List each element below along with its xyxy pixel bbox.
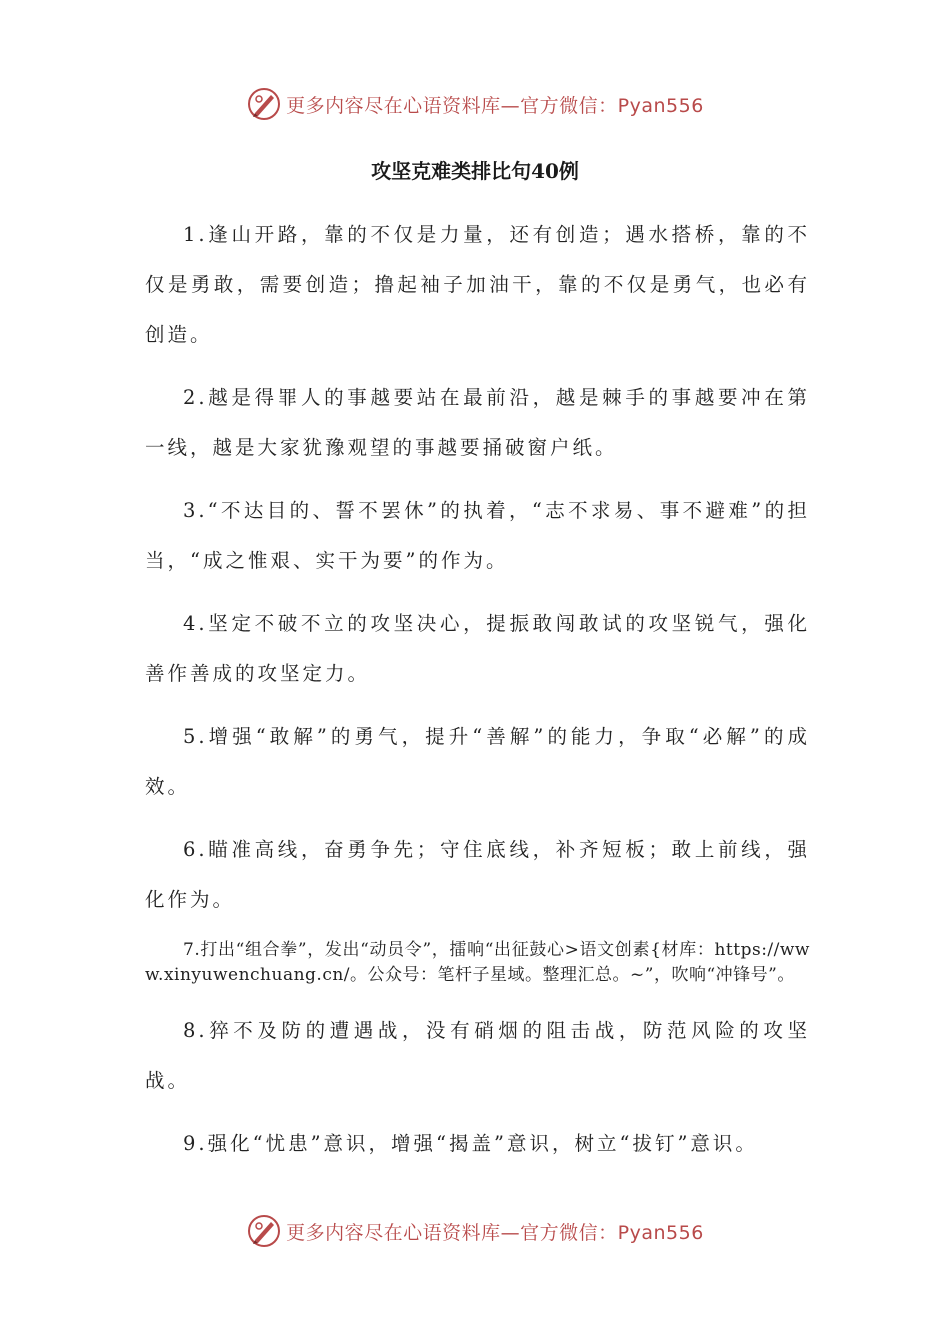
footer-watermark [0, 1211, 950, 1251]
paragraph-8: 8.猝不及防的遭遇战，没有硝烟的阻击战，防范风险的攻坚战。 [145, 1019, 810, 1092]
paragraph-2: 2.越是得罪人的事越要站在最前沿，越是棘手的事越要冲在第一线，越是大家犹豫观望的事越要捅破窗户纸。 [145, 386, 810, 459]
watermark-text: 更多内容尽在心语资料库—官方微信：Pyan556 [286, 94, 704, 117]
header-watermark [0, 84, 950, 124]
quill-logo-icon [246, 1213, 282, 1249]
document-title: 攻坚克难类排比句40例 [371, 159, 579, 183]
paragraph-6: 6.瞄准高线，奋勇争先；守住底线，补齐短板；敢上前线，强化作为。 [145, 838, 810, 911]
paragraph-5: 5.增强“敢解”的勇气，提升“善解”的能力，争取“必解”的成效。 [145, 725, 810, 798]
paragraph-3: 3.“不达目的、誓不罢休”的执着，“志不求易、事不避难”的担当，“成之惟艰、实干为要”的作为。 [145, 499, 810, 572]
paragraph-7: 7.打出“组合拳”，发出“动员令”，擂响“出征鼓心>语文创素{材库：https://www.xinyuwenchuang.cn/。公众号：笔杆子星域。整理汇总。~”，吹响“冲锋号”。 [145, 940, 810, 985]
quill-logo-icon [246, 86, 282, 122]
paragraph-9: 9.强化“忧患”意识，增强“揭盖”意识，树立“拔钉”意识。 [183, 1132, 758, 1155]
paragraph-4: 4.坚定不破不立的攻坚决心，提振敢闯敢试的攻坚锐气，强化善作善成的攻坚定力。 [145, 612, 810, 685]
document-body [145, 210, 810, 1182]
paragraph-1: 1.逢山开路，靠的不仅是力量，还有创造；遇水搭桥，靠的不仅是勇敢，需要创造；撸起袖子加油干，靠的不仅是勇气，也必有创造。 [145, 223, 810, 346]
watermark-text: 更多内容尽在心语资料库—官方微信：Pyan556 [286, 1221, 704, 1244]
